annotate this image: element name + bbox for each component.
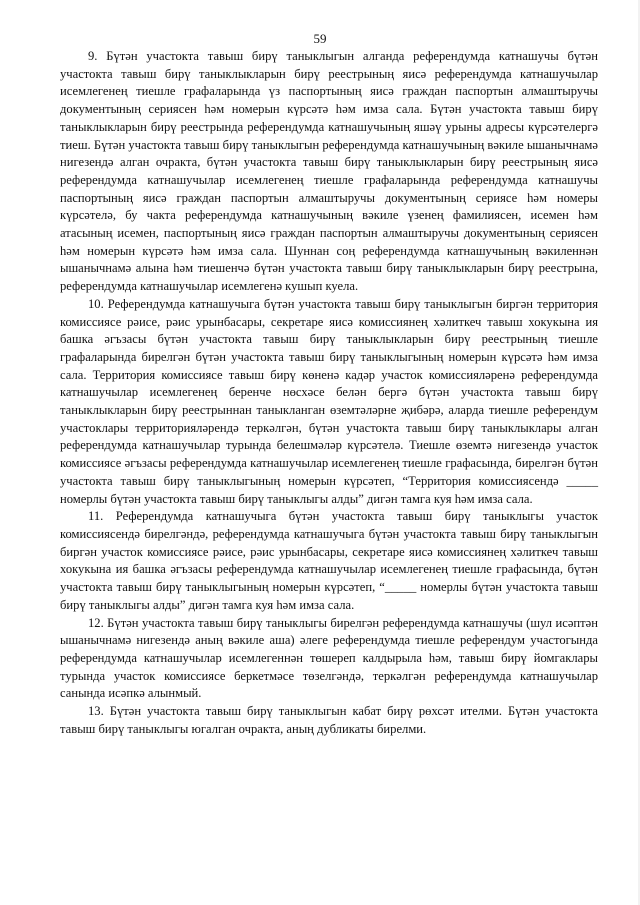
paragraph-10: 10. Референдумда катнашучыга бүтән участокта тавыш бирү таныклыгын биргән территория комиссиясе рәисе, рәис урынбасары, секретаре яисә комиссиянең хәлиткеч тавыш хокукына ия башка әгъзасы бүтән участокта тавыш бирү таныклыкларын бирү реестрының тиешле графаларында бирелгән бүтән участокта тавыш бирү таныклыгының номерын күрсәтә һәм имза сала. Территория комиссиясе тавыш бирү көненә кадәр участок комиссияләренә референдумда катнашучылар исемлегенең беренче нөсхәсе белән бергә бүтән участокта тавыш бирү таныклыкларын бирү реестрыннан таныкланган өземтәләрне җибәрә, аларда тиешле референдум участоклары территорияләрендә теркәлгән, бүтән участокта тавыш бирү таныклыклары алган референдумда катнашучылар турында белешмәләр күрсәтелә. Тиешле өземтә нигезендә участок комиссиясе әгъзасы референдумда катнашучылар исемлегенең тиешле графасында, бирелгән бүтән участокта тавыш бирү таныклыгының номерын күрсәтеп, “Территория комиссиясендә _____ номерлы бүтән участокта тавыш бирү таныклыгы алды” дигән тамга куя һәм имза сала.	[60, 296, 598, 506]
paragraph-13: 13. Бүтән участокта тавыш бирү таныклыгын кабат бирү рөхсәт ителми. Бүтән участокта тавыш бирү таныклыгы югалган очракта, аның дубликаты бирелми.	[60, 704, 598, 736]
paragraph-11: 11. Референдумда катнашучыга бүтән участокта тавыш бирү таныклыгы участок комиссиясендә бирелгәндә, референдумда катнашучыга бүтән участокта тавыш бирү таныклыгын биргән участок комиссиясе рәисе, рәис урынбасары, секретаре яисә комиссиянең хәлиткеч тавыш хокукына ия башка әгъзасы референдумда катнашучылар исемлегенең тиешле графасында, бүтән участокта тавыш бирү таныклыгының номерын күрсәтеп, “_____ номерлы бүтән участокта тавыш бирү таныклыгы алды” дигән тамга куя һәм имза сала.	[60, 509, 598, 612]
document-body	[60, 48, 598, 738]
paragraph-12: 12. Бүтән участокта тавыш бирү таныклыгы бирелгән референдумда катнашучы (шул исәптән ышанычнамә нигезендә аның вәкиле аша) әлеге референдумда тиешле референдум участогында референдумда катнашучылар исемлегеннән төшереп калдырыла һәм, тавыш бирү йомгаклары турында участок комиссиясе беркетмәсе төзелгәндә, теркәлгән референдумда катнашучылар санында исәпкә алынмый.	[60, 615, 598, 701]
page-number: 59	[313, 31, 327, 46]
paragraph-9: 9. Бүтән участокта тавыш бирү таныклыгын алганда референдумда катнашучы бүтән участокта тавыш бирү таныклыкларын бирү реестрының яисә референдумда катнашучылар исемлегенең тиешле графаларында үз паспортының яисә граждан паспортын алмаштыручы документының сериясен һәм номерын күрсәтә һәм имза сала. Бүтән участокта тавыш бирү таныклыкларын бирү реестрында референдумда катнашучының яшәү урыны адресы күрсәтелергә тиеш. Бүтән участокта тавыш бирү таныклыгын референдумда катнашучының вәкиле ышанычнамә нигезендә алган очракта, бүтән участокта тавыш бирү таныклыкларын бирү реестрының яисә референдумда катнашучылар исемлегенең тиешле графаларында референдумда катнашучы паспортының яисә граждан паспортын алмаштыручы документының сериясе һәм номеры күрсәтелә, бу чакта референдумда катнашучының вәкиле үзенең фамилиясен, исемен һәм атасының исемен, паспортының яисә граждан паспортын алмаштыручы документының сериясен һәм номерын күрсәтә һәм имза сала. Шуннан соң референдумда катнашучының вәкиленнән ышанычнамә алына һәм тиешенчә бүтән участокта тавыш бирү таныклыкларын бирү реестрына, референдумда катнашучылар исемлегенә кушып куела.	[60, 49, 598, 294]
